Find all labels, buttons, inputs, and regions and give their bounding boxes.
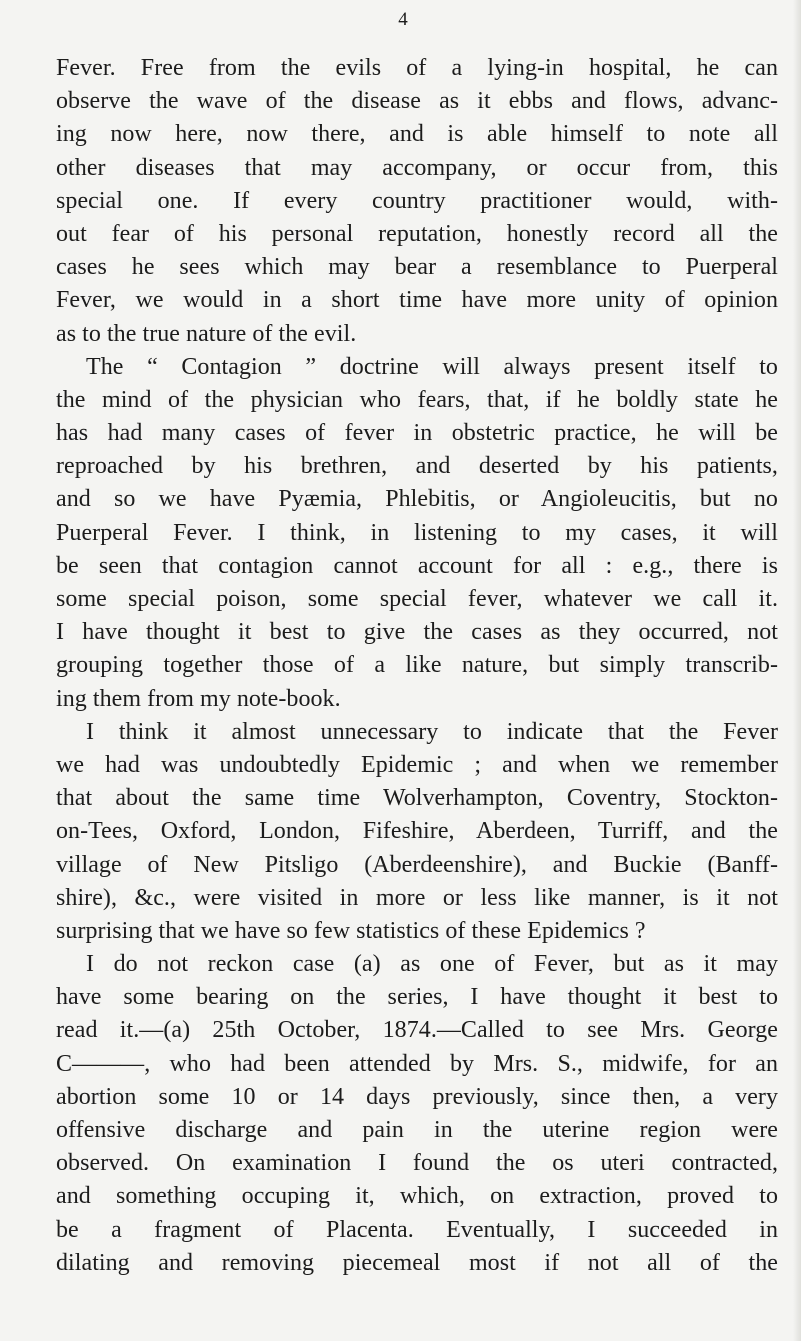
text-line: ing them from my note-book. — [56, 685, 341, 712]
text-line: that about the same time Wolverhampton, Coventry, Stockton- — [56, 785, 778, 812]
page-number: 4 — [398, 9, 408, 30]
text-line: grouping together those of a like nature, but simply transcrib- — [56, 652, 778, 679]
text-line: Fever. Free from the evils of a lying-in hospital, he can — [56, 55, 778, 81]
text-line: cases he sees which may bear a resemblance to Puerperal — [56, 254, 778, 281]
text-line: surprising that we have so few statistics of these Epidemics ? — [56, 917, 646, 944]
text-line: offensive discharge and pain in the uterine region were — [56, 1117, 778, 1143]
text-line: C———, who had been attended by Mrs. S., midwife, for an — [56, 1050, 778, 1077]
text-line: on-Tees, Oxford, London, Fifeshire, Aberdeen, Turriff, and the — [56, 818, 778, 845]
text-line: I have thought it best to give the cases as they occurred, not — [56, 619, 778, 646]
text-line: Puerperal Fever. I think, in listening to my cases, it will — [56, 519, 778, 546]
text-line: dilating and removing piecemeal most if not all of the — [56, 1249, 778, 1276]
text-line: other diseases that may accompany, or occur from, this — [56, 154, 778, 181]
text-line: as to the true nature of the evil. — [56, 320, 357, 347]
text-line: be a fragment of Placenta. Eventually, I succeeded in — [56, 1216, 778, 1243]
text-line: has had many cases of fever in obstetric practice, he will be — [56, 420, 778, 447]
text-line: the mind of the physician who fears, that, if he boldly state he — [56, 386, 778, 413]
text-line: abortion some 10 or 14 days previously, since then, a very — [56, 1083, 778, 1110]
text-line: The “ Contagion ” doctrine will always present itself to — [86, 353, 778, 380]
text-line: reproached by his brethren, and deserted by his patients, — [56, 453, 778, 480]
text-line: be seen that contagion cannot account for all : e.g., there is — [56, 552, 778, 579]
text-line: observe the wave of the disease as it ebbs and flows, advanc- — [56, 88, 778, 115]
body-text — [56, 52, 778, 1280]
text-line: have some bearing on the series, I have thought it best to — [56, 984, 778, 1011]
text-line: and so we have Pyæmia, Phlebitis, or Angioleucitis, but no — [56, 486, 778, 513]
page-edge-shadow — [793, 0, 801, 1341]
text-line: and something occuping it, which, on extraction, proved to — [56, 1183, 778, 1210]
text-line: some special poison, some special fever, whatever we call it. — [56, 586, 778, 612]
text-line: Fever, we would in a short time have more unity of opinion — [56, 287, 778, 314]
text-line: special one. If every country practitioner would, with- — [56, 187, 778, 214]
text-line: read it.—(a) 25th October, 1874.—Called to see Mrs. George — [56, 1017, 778, 1044]
text-line: out fear of his personal reputation, honestly record all the — [56, 220, 778, 247]
text-line: ing now here, now there, and is able himself to note all — [56, 121, 778, 148]
text-line: village of New Pitsligo (Aberdeenshire), and Buckie (Banff- — [56, 851, 778, 878]
text-line: I think it almost unnecessary to indicate that the Fever — [86, 718, 778, 745]
text-line: shire), &c., were visited in more or less like manner, is it not — [56, 884, 778, 911]
text-line: I do not reckon case (a) as one of Fever, but as it may — [86, 951, 778, 978]
text-line: we had was undoubtedly Epidemic ; and when we remember — [56, 751, 778, 778]
text-line: observed. On examination I found the os uteri contracted, — [56, 1150, 778, 1177]
